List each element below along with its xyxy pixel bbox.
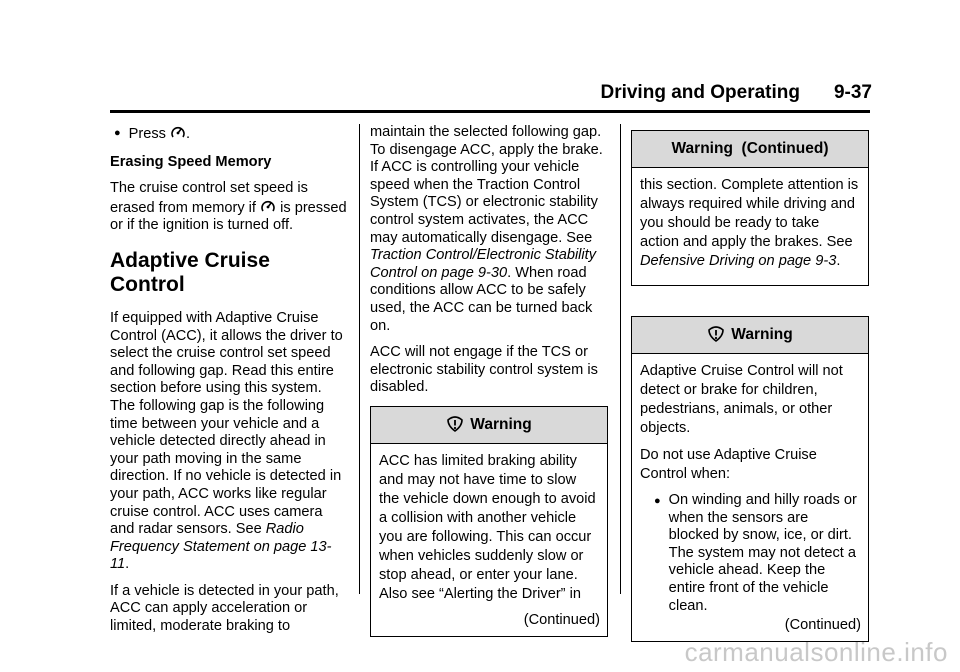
page-number: 9-37 (833, 82, 872, 103)
warning-bullet (654, 492, 861, 615)
warning-body (371, 444, 607, 636)
warning-box-continued (631, 130, 869, 286)
column-divider-1 (359, 124, 360, 594)
radio-frequency-reference[interactable]: Radio Frequency Statement on page 13-11 (110, 521, 332, 573)
warning-box-2 (631, 316, 869, 642)
warning-body (632, 354, 868, 641)
erasing-speed-memory-heading: Erasing Speed Memory (110, 153, 272, 170)
winding-roads-text: On winding and hilly roads or when the sensors are blocked by snow, ice, or dirt. The system may not detect a vehicle ahead. Keep the entire front of the vehicle clean. (668, 492, 857, 614)
column-3 (631, 124, 869, 642)
continued-label: (Continued) (784, 617, 861, 634)
defensive-driving-reference[interactable]: Defensive Driving on page 9-3 (640, 253, 837, 269)
bullet-text: Press (128, 126, 166, 142)
following-gap-paragraph: maintain the selected following gap. To disengage ACC, apply the brake. If ACC is controlling your vehicle speed when the Traction Control System (TCS) or electronic stability control system activates, the ACC may automatically disengage. See Traction Control/Electronic Stability Control on page 9-30. When road conditions allow ACC to be safely used, the ACC can be turned back on. (370, 124, 603, 334)
warning-continued-body (632, 168, 868, 285)
warning-title: Warning (731, 326, 793, 344)
continued-label: (Continued) (523, 611, 600, 628)
warning-icon (446, 416, 464, 434)
header-rule (110, 110, 870, 113)
column-1 (110, 124, 348, 645)
erase-paragraph: The cruise control set speed is erased from memory if is pressed or if the ignition is turned off. (110, 180, 347, 234)
warning-continued-title: Warning (Continued) (671, 140, 829, 158)
acc-intro-paragraph: If equipped with Adaptive Cruise Control (ACC), it allows the driver to select the cruise control set speed and following gap. Read this entire section before using this system. The following gap is the following time between your vehicle and a vehicle detected directly ahead in your path moving in the same direction. If no vehicle is detected in your path, ACC works like regular cruise control. ACC uses camera and radar sensors. See Radio Frequency Statement on page 13-11. (110, 309, 343, 573)
acc-not-engage-paragraph: ACC will not engage if the TCS or electronic stability control system is disabled. (370, 344, 598, 396)
warning-title: Warning (470, 416, 532, 434)
warning-detect-text: Adaptive Cruise Control will not detect or brake for children, pedestrians, animals, or other objects. (640, 363, 843, 436)
press-bullet: ● Press . (114, 126, 191, 142)
bullet-dot: ● (654, 495, 661, 507)
bullet-dot: ● (114, 127, 121, 139)
column-divider-2 (620, 124, 621, 594)
page-header-title: Driving and Operating (600, 82, 800, 103)
warning-header (371, 407, 607, 444)
column-2 (370, 124, 608, 637)
cruise-control-icon (260, 198, 276, 214)
cruise-control-icon (170, 124, 186, 140)
warning-continued-header (632, 131, 868, 168)
warning-header (632, 317, 868, 354)
warning-text: ACC has limited braking ability and may not have time to slow the vehicle down enough to avoid a collision with another vehicle you are following. This can occur when vehicles suddenly slow or stop ahead, or enter your lane. Also see “Alerting the Driver” in (379, 452, 596, 602)
vehicle-detected-paragraph: If a vehicle is detected in your path, ACC can apply acceleration or limited, moderate braking to (110, 582, 339, 635)
section-title: Adaptive Cruise Control (110, 248, 270, 296)
warning-continued-text: this section. Complete attention is always required while driving and you should be ready to take action and apply the brakes. See Defensive Driving on page 9-3. (640, 177, 859, 269)
traction-control-reference[interactable]: Traction Control/Electronic Stability Control on page 9-30 (370, 247, 597, 281)
warning-icon (707, 326, 725, 344)
warning-box-1 (370, 406, 608, 637)
warning-do-not-use-text: Do not use Adaptive Cruise Control when: (640, 447, 817, 482)
watermark: carmanualsonline.info (684, 637, 948, 667)
